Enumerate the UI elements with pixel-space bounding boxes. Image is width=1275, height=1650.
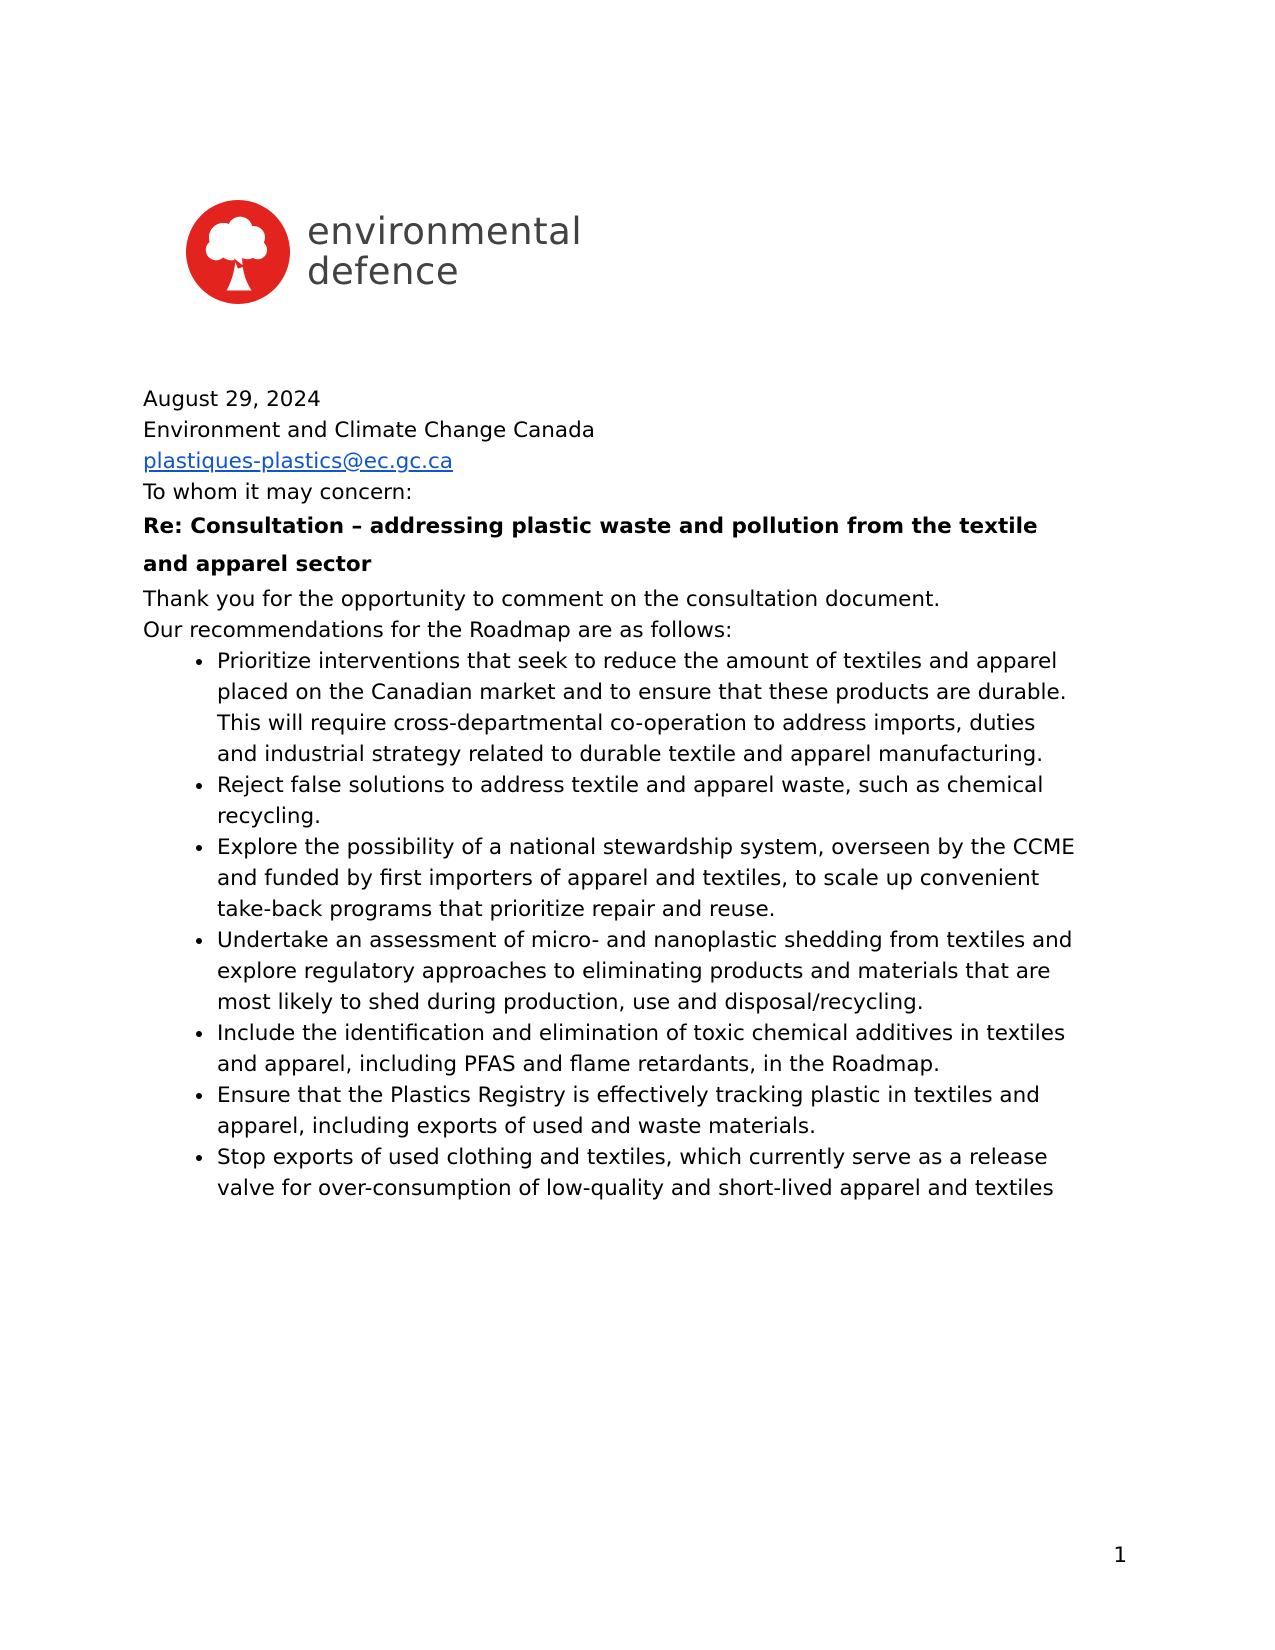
- letter-body: [143, 384, 1078, 1204]
- page-number: 1: [1113, 1543, 1127, 1568]
- recommendation-item-3: • Explore the possibility of a national stewardship system, overseen by the CCME and funded by first importers of apparel and textiles, to scale up convenient take-back programs that prioritize repair and reuse.: [215, 832, 1078, 925]
- salutation: To whom it may concern:: [143, 480, 413, 505]
- logo-word-environmental: environmental: [307, 210, 583, 253]
- logo-word-defence: defence: [307, 250, 460, 293]
- intro-paragraph: Thank you for the opportunity to comment on the consultation document.: [143, 587, 941, 612]
- recommendation-item-4: • Undertake an assessment of micro- and nanoplastic shedding from textiles and explore regulatory approaches to eliminating products and materials that are most likely to shed during production, use and disposal/recycling.: [215, 925, 1078, 1018]
- letter-date: August 29, 2024: [143, 387, 321, 412]
- recommendation-item-1: • Prioritize interventions that seek to reduce the amount of textiles and apparel placed on the Canadian market and to ensure that these products are durable. This will require cross-departmental co-operation to address imports, duties and industrial strategy related to durable textile and apparel manufacturing.: [215, 646, 1078, 770]
- recipient-name: Environment and Climate Change Canada: [143, 418, 595, 443]
- recommendation-item-7: • Stop exports of used clothing and textiles, which currently serve as a release valve for over-consumption of low-quality and short-lived apparel and textiles: [215, 1142, 1078, 1204]
- recipient-email-line: [143, 446, 1078, 477]
- environmental-defence-logo: [186, 200, 582, 304]
- recommendations-list: [143, 646, 1078, 1204]
- recommendations-lead: Our recommendations for the Roadmap are as follows:: [143, 618, 733, 643]
- recommendation-item-5: • Include the identification and elimination of toxic chemical additives in textiles and apparel, including PFAS and flame retardants, in the Roadmap.: [215, 1018, 1078, 1080]
- subject-line: Re: Consultation – addressing plastic waste and pollution from the textile and apparel sector: [143, 514, 1038, 577]
- email-link[interactable]: plastiques-plastics@ec.gc.ca: [143, 449, 453, 474]
- recommendation-item-6: • Ensure that the Plastics Registry is effectively tracking plastic in textiles and apparel, including exports of used and waste materials.: [215, 1080, 1078, 1142]
- recommendation-item-2: • Reject false solutions to address textile and apparel waste, such as chemical recycling.: [215, 770, 1078, 832]
- tree-logo-icon: [186, 200, 290, 304]
- logo-wordmark: [307, 212, 582, 292]
